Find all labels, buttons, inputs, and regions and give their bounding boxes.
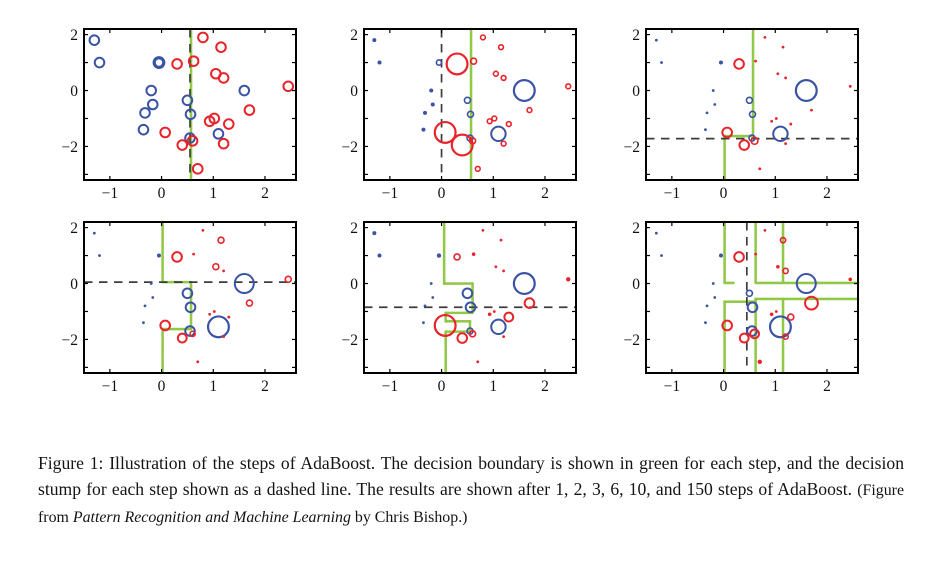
data-point-blue	[98, 254, 101, 257]
x-tick-label: 2	[823, 378, 831, 395]
data-point-blue	[773, 127, 787, 141]
data-point-blue	[95, 58, 105, 68]
x-tick-label: −1	[101, 378, 119, 395]
data-point-red	[776, 72, 779, 75]
x-tick-label: 0	[157, 378, 166, 395]
data-point-red	[482, 229, 485, 232]
data-point-red	[504, 313, 513, 322]
y-tick-label: 2	[70, 220, 78, 238]
data-point-blue	[660, 61, 663, 64]
data-point-red	[566, 84, 571, 89]
x-tick-label: 1	[771, 185, 780, 202]
data-point-blue	[372, 38, 376, 42]
data-point-red	[782, 46, 785, 49]
x-tick-label: 1	[489, 378, 498, 395]
data-point-red	[493, 310, 496, 313]
data-point-red	[193, 164, 203, 174]
data-point-red	[454, 254, 460, 260]
data-point-red	[475, 166, 480, 171]
data-point-blue	[423, 111, 427, 115]
data-point-red	[775, 310, 778, 313]
data-point-blue	[463, 289, 473, 299]
data-point-red	[222, 270, 225, 273]
subplot-canvas	[62, 27, 297, 202]
plot-border	[646, 222, 858, 373]
subplot-step-10	[316, 206, 616, 408]
data-point-blue	[796, 80, 817, 101]
y-tick-label: 0	[350, 83, 358, 101]
data-point-red	[764, 229, 767, 232]
y-tick-label: 0	[632, 83, 640, 101]
data-point-red	[213, 310, 216, 313]
data-point-blue	[713, 296, 716, 299]
data-point-red	[566, 277, 570, 281]
data-point-blue	[464, 97, 470, 103]
y-tick-label: −2	[341, 331, 358, 349]
data-point-red	[500, 239, 503, 242]
data-point-blue	[421, 128, 425, 132]
caption-source-prefix: (Figure from	[38, 482, 904, 527]
data-point-red	[219, 73, 229, 83]
data-point-red	[788, 314, 794, 320]
x-tick-label: 1	[489, 185, 498, 202]
data-point-blue	[140, 108, 150, 118]
data-point-red	[457, 333, 467, 343]
y-tick-label: 0	[70, 276, 78, 294]
x-tick-label: 1	[209, 185, 218, 202]
data-point-red	[502, 335, 505, 338]
data-point-red	[452, 135, 473, 156]
data-point-blue	[655, 232, 658, 235]
data-point-red	[770, 312, 774, 316]
data-point-red	[481, 35, 486, 40]
x-tick-label: 0	[437, 185, 446, 202]
data-point-red	[198, 33, 208, 43]
data-point-blue	[746, 290, 752, 296]
y-tick-label: 0	[350, 276, 358, 294]
y-tick-label: −2	[623, 331, 640, 349]
x-tick-label: 2	[541, 185, 549, 202]
y-tick-label: 0	[70, 83, 78, 101]
data-point-blue	[208, 316, 229, 337]
data-point-red	[202, 229, 205, 232]
subplot-step-6	[36, 206, 336, 408]
data-point-blue	[491, 320, 505, 334]
data-point-red	[218, 237, 224, 243]
data-point-blue	[719, 254, 723, 258]
x-tick-label: −1	[381, 185, 399, 202]
data-point-blue	[660, 254, 663, 257]
data-point-red	[740, 334, 749, 343]
data-point-blue	[437, 253, 441, 257]
data-point-red	[783, 268, 788, 273]
data-point-blue	[431, 103, 435, 107]
book-title: Pattern Recognition and Machine Learning	[72, 509, 351, 527]
data-point-blue	[706, 111, 709, 114]
subplot-step-2	[316, 13, 616, 215]
data-point-red	[178, 334, 187, 343]
data-point-blue	[514, 80, 535, 101]
x-tick-label: 0	[157, 185, 166, 202]
data-point-blue	[746, 97, 752, 103]
y-tick-label: −2	[341, 138, 358, 156]
subplot-canvas	[624, 27, 859, 202]
data-point-red	[501, 76, 506, 81]
figure-caption	[38, 450, 904, 530]
data-point-red	[172, 59, 182, 69]
caption-source-suffix: by Chris Bishop.)	[350, 509, 468, 527]
data-point-red	[192, 253, 195, 256]
data-point-blue	[713, 103, 716, 106]
data-point-red	[285, 276, 291, 282]
data-point-red	[784, 77, 787, 80]
data-point-red	[476, 360, 479, 363]
data-point-red	[764, 36, 767, 39]
data-point-red	[502, 270, 505, 273]
data-point-red	[810, 109, 813, 112]
x-tick-label: −1	[663, 378, 681, 395]
data-point-red	[219, 139, 229, 149]
x-tick-label: 2	[541, 378, 549, 395]
y-tick-label: 2	[632, 27, 640, 45]
y-tick-label: 2	[632, 220, 640, 238]
data-point-red	[770, 120, 773, 123]
x-tick-label: 0	[719, 378, 728, 395]
data-point-red	[501, 141, 506, 146]
data-point-red	[160, 128, 170, 138]
data-point-red	[492, 116, 497, 121]
data-point-red	[494, 265, 497, 268]
y-tick-label: −2	[61, 138, 78, 156]
subplot-canvas	[342, 27, 577, 202]
subplot-canvas	[342, 220, 577, 395]
data-point-blue	[150, 282, 153, 285]
data-point-red	[527, 108, 532, 113]
data-point-blue	[148, 100, 158, 110]
subplot-canvas	[62, 220, 297, 395]
data-point-red	[499, 45, 504, 50]
data-point-red	[488, 312, 492, 316]
data-point-red	[213, 264, 219, 270]
data-point-red	[789, 123, 792, 126]
data-point-blue	[372, 231, 376, 235]
data-point-blue	[436, 60, 441, 65]
data-point-red	[246, 300, 252, 306]
data-point-red	[734, 59, 744, 69]
data-point-blue	[514, 273, 535, 294]
data-point-blue	[157, 254, 161, 258]
subplot-step-3	[598, 13, 898, 215]
data-point-red	[177, 140, 187, 150]
data-point-red	[245, 105, 255, 115]
data-point-red	[172, 252, 182, 262]
data-point-red	[784, 142, 787, 145]
data-point-red	[493, 71, 498, 76]
data-point-red	[222, 335, 225, 338]
data-point-blue	[422, 321, 425, 324]
x-tick-label: 2	[261, 378, 269, 395]
data-point-red	[754, 253, 757, 256]
data-point-blue	[239, 86, 249, 96]
x-tick-label: 0	[437, 378, 446, 395]
y-tick-label: 2	[350, 27, 358, 45]
data-point-blue	[151, 296, 154, 299]
data-point-red	[447, 54, 468, 75]
data-point-red	[776, 265, 780, 269]
data-point-blue	[712, 89, 715, 92]
x-tick-label: −1	[101, 185, 119, 202]
data-point-red	[196, 360, 199, 363]
subplot-step-1	[36, 13, 336, 215]
data-point-blue	[378, 254, 382, 258]
data-point-blue	[706, 304, 709, 307]
x-tick-label: 0	[719, 185, 728, 202]
data-point-blue	[144, 304, 147, 307]
data-point-blue	[142, 321, 145, 324]
data-point-red	[216, 42, 226, 52]
data-point-blue	[378, 61, 382, 65]
data-point-blue	[214, 129, 224, 139]
data-point-red	[848, 278, 852, 282]
data-point-red	[758, 167, 761, 170]
data-point-blue	[704, 321, 707, 324]
data-point-red	[227, 316, 230, 319]
x-tick-label: 2	[261, 185, 269, 202]
data-point-blue	[154, 58, 164, 68]
x-tick-label: 2	[823, 185, 831, 202]
data-point-blue	[139, 125, 149, 135]
data-point-red	[758, 360, 762, 364]
x-tick-label: 1	[209, 378, 218, 395]
data-point-red	[472, 252, 476, 256]
x-tick-label: −1	[663, 185, 681, 202]
subplot-canvas	[624, 220, 859, 395]
data-point-red	[739, 140, 749, 150]
data-point-red	[224, 119, 234, 129]
x-tick-label: 1	[771, 378, 780, 395]
data-point-blue	[655, 39, 658, 42]
data-point-red	[283, 82, 293, 92]
data-point-blue	[235, 274, 254, 293]
x-tick-label: −1	[381, 378, 399, 395]
data-point-blue	[424, 304, 427, 307]
data-point-blue	[146, 86, 156, 96]
y-tick-label: 2	[70, 27, 78, 45]
data-point-blue	[719, 61, 723, 65]
data-point-blue	[712, 282, 715, 285]
data-point-blue	[491, 127, 505, 141]
data-point-red	[775, 117, 778, 120]
data-point-red	[849, 85, 852, 88]
y-tick-label: 0	[632, 276, 640, 294]
data-point-red	[208, 313, 211, 316]
caption-main-text: Figure 1: Illustration of the steps of AdaBoost. The decision boundary is shown in green for each step, and the decision stump for each step shown as a dashed line. The results are shown after 1, 2, 3, 6, 10, and 150 steps of AdaBoost.	[38, 453, 904, 500]
data-point-blue	[430, 282, 433, 285]
data-point-blue	[429, 89, 433, 93]
data-point-blue	[431, 296, 434, 299]
data-point-blue	[90, 35, 100, 45]
data-point-blue	[93, 232, 96, 235]
data-point-red	[754, 60, 757, 63]
y-tick-label: −2	[623, 138, 640, 156]
subplot-step-150	[598, 206, 898, 408]
data-point-red	[506, 122, 511, 127]
y-tick-label: −2	[61, 331, 78, 349]
y-tick-label: 2	[350, 220, 358, 238]
data-point-red	[734, 252, 744, 262]
data-point-blue	[704, 128, 707, 131]
